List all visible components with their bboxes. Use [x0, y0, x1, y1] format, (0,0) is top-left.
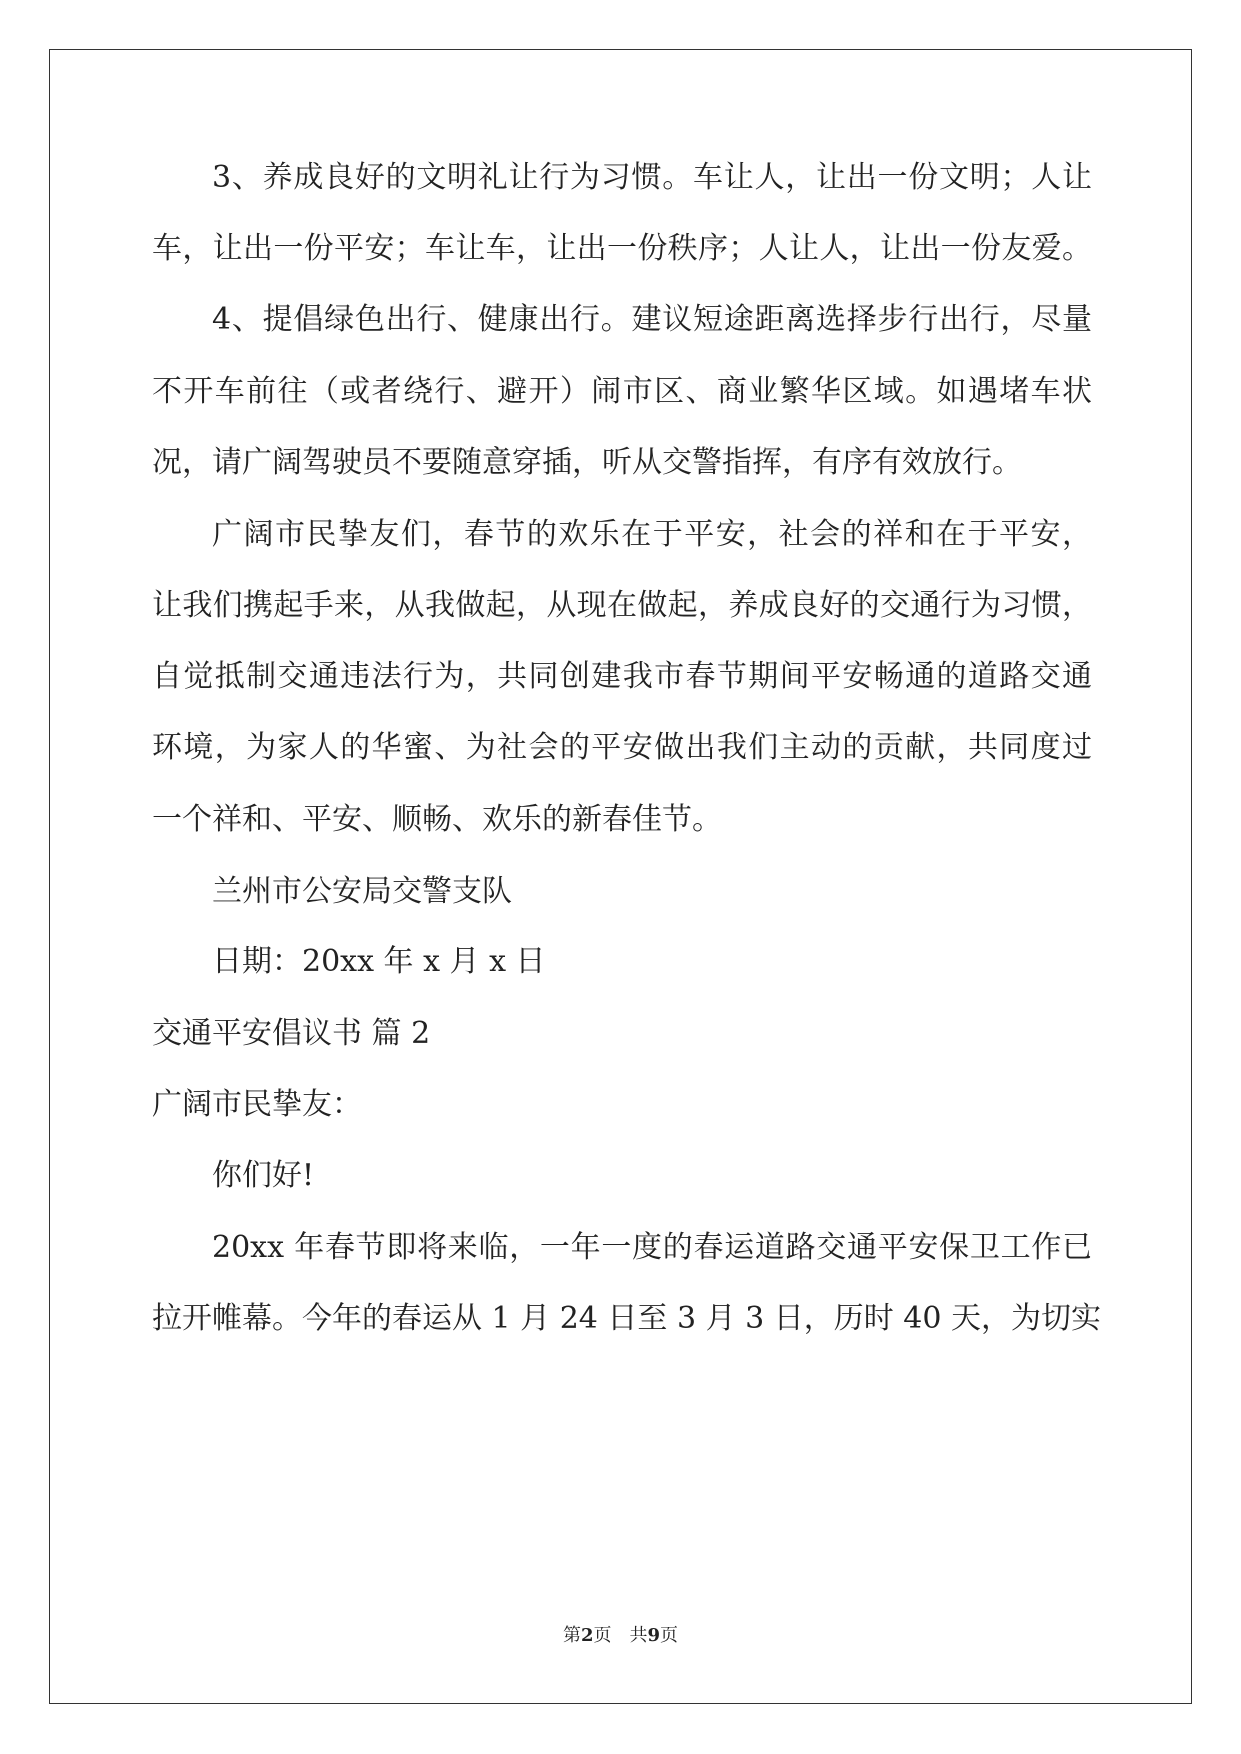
paragraph-3-line-1: 3、养成良好的文明礼让行为习惯。车让人，让出一份文明；人让 — [212, 160, 1092, 195]
greeting: 你们好! — [212, 1158, 315, 1193]
footer-middle: 页 共 — [593, 1625, 648, 1646]
closing-paragraph-line-1: 广阔市民挚友们，春节的欢乐在于平安，社会的祥和在于平安， — [212, 517, 1092, 552]
footer-total-pages: 9 — [647, 1625, 661, 1646]
salutation: 广阔市民挚友： — [152, 1087, 362, 1122]
paragraph-4-line-1: 4、提倡绿色出行、健康出行。建议短途距离选择步行出行，尽量 — [212, 302, 1092, 337]
closing-paragraph-line-3: 自觉抵制交通违法行为，共同创建我市春节期间平安畅通的道路交通 — [152, 659, 1092, 694]
signature-date: 日期：20xx 年 x 月 x 日 — [212, 944, 546, 979]
signature-org: 兰州市公安局交警支队 — [212, 874, 512, 909]
section-title: 交通平安倡议书 篇 2 — [152, 1016, 431, 1051]
footer-suffix: 页 — [660, 1625, 679, 1646]
paragraph-4-line-2: 不开车前往（或者绕行、避开）闹市区、商业繁华区域。如遇堵车状 — [152, 374, 1092, 409]
paragraph-4-line-3: 况，请广阔驾驶员不要随意穿插，听从交警指挥，有序有效放行。 — [152, 445, 1022, 480]
closing-paragraph-line-5: 一个祥和、平安、顺畅、欢乐的新春佳节。 — [152, 802, 722, 837]
closing-paragraph-line-4: 环境，为家人的华蜜、为社会的平安做出我们主动的贡献，共同度过 — [152, 730, 1092, 765]
intro-paragraph-line-1: 20xx 年春节即将来临，一年一度的春运道路交通平安保卫工作已 — [212, 1230, 1092, 1265]
footer-prefix: 第 — [562, 1625, 581, 1646]
footer-current-page: 2 — [580, 1625, 594, 1646]
intro-paragraph-line-2: 拉开帷幕。今年的春运从 1 月 24 日至 3 月 3 日，历时 40 天，为切实 — [152, 1301, 1101, 1336]
paragraph-3-line-2: 车，让出一份平安；车让车，让出一份秩序；人让人，让出一份友爱。 — [152, 231, 1092, 266]
page-footer — [0, 1624, 1241, 1648]
closing-paragraph-line-2: 让我们携起手来，从我做起，从现在做起，养成良好的交通行为习惯， — [152, 588, 1092, 623]
